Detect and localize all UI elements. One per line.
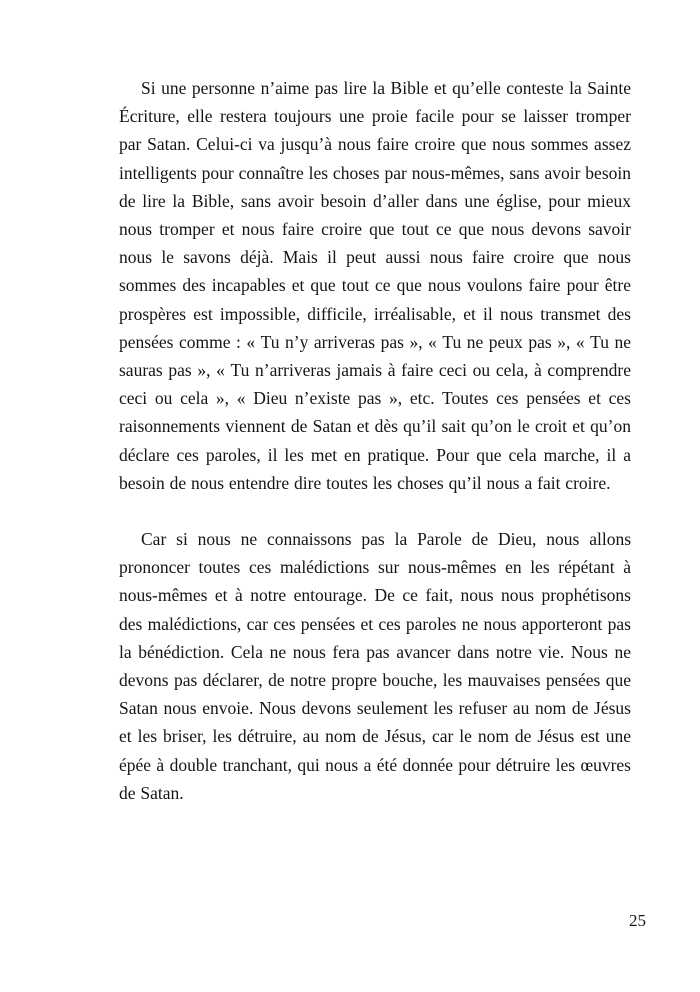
page-number: 25 <box>629 911 646 930</box>
paragraph-2: Car si nous ne connaissons pas la Parole de Dieu, nous allons prononcer toutes ces malédictions sur nous-mêmes en les répétant à nous-mêmes et à notre entourage. De ce fait, nous nous prophétisons des malédictions, car ces pensées et ces paroles ne nous apporteront pas la bénédiction. Cela ne nous fera pas avancer dans notre vie. Nous ne devons pas déclarer, de notre propre bouche, les mauvaises pensées que Satan nous envoie. Nous devons seulement les refuser au nom de Jésus et les briser, les détruire, au nom de Jésus, car le nom de Jésus est une épée à double tranchant, qui nous a été donnée pour détruire les œuvres de Satan. <box>119 529 631 803</box>
paragraph-1: Si une personne n’aime pas lire la Bible et qu’elle conteste la Sainte Écriture, elle restera toujours une proie facile pour se laisser tromper par Satan. Celui-ci va jusqu’à nous faire croire que nous sommes assez intelligents pour connaître les choses par nous-mêmes, sans avoir besoin de lire la Bible, sans avoir besoin d’aller dans une église, pour mieux nous tromper et nous faire croire que tout ce que nous devons savoir nous le savons déjà. Mais il peut aussi nous faire croire que nous sommes des incapables et que tout ce que nous voulons faire pour être prospères est impossible, difficile, irréalisable, et il nous transmet des pensées comme : « Tu n’y arriveras pas », « Tu ne peux pas », « Tu ne sauras pas », « Tu n’arriveras jamais à faire ceci ou cela, à comprendre ceci ou cela », « Dieu n’existe pas », etc. Toutes ces pensées et ces raisonnements viennent de Satan et dès qu’il sait qu’on le croit et qu’on déclare ces paroles, il les met en pratique. Pour que cela marche, il a besoin de nous entendre dire toutes les choses qu’il nous a fait croire. <box>119 78 631 493</box>
body-text <box>119 74 631 807</box>
